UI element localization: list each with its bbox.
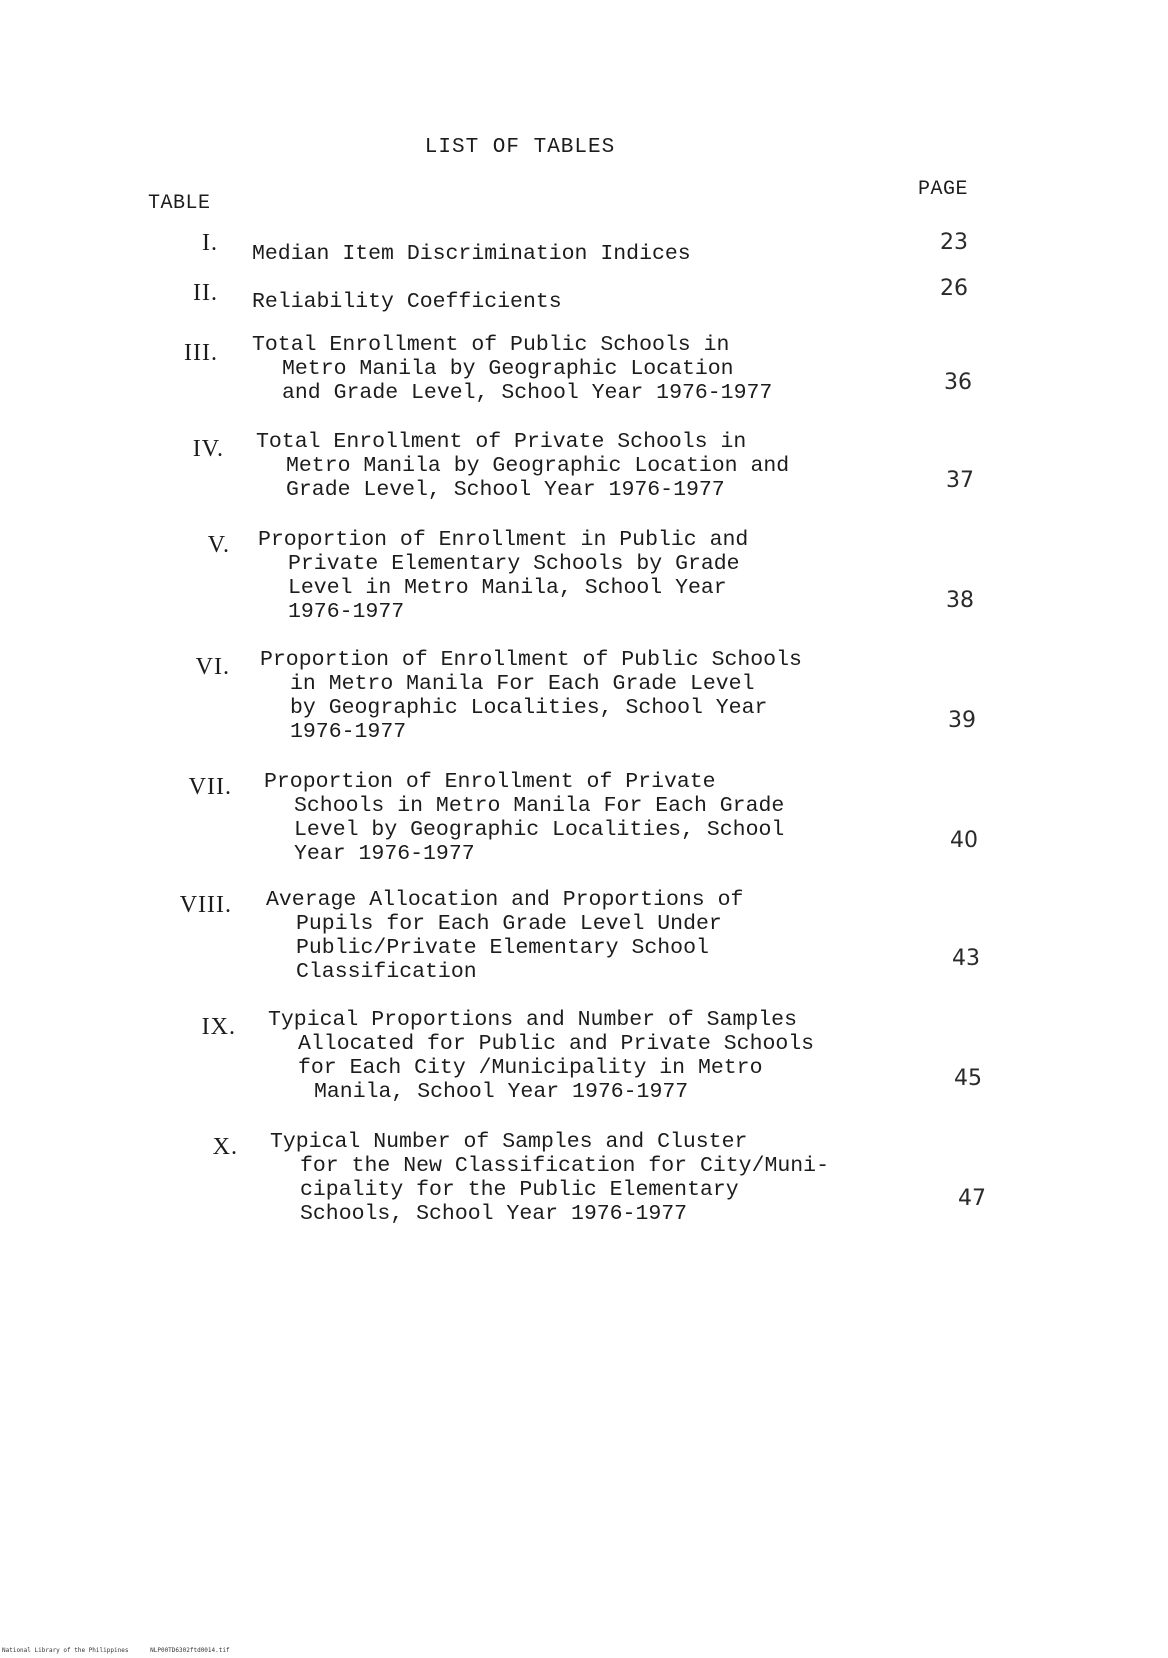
table-column-header: TABLE [148,192,211,215]
scan-footer [2,1647,230,1654]
entry-line: Classification [296,960,477,984]
entry-line: Metro Manila by Geographic Location and [286,454,790,478]
entry-numeral: II. [193,280,218,306]
entry-line: by Geographic Localities, School Year [290,696,768,720]
entry-line: Grade Level, School Year 1976-1977 [286,478,725,502]
entry-page-number: 45 [954,1066,982,1091]
entry-page-number: 47 [958,1186,986,1211]
entry-line: Proportion of Enrollment in Public and [258,528,749,552]
entry-numeral: VI. [195,654,230,680]
entry-line: Pupils for Each Grade Level Under [296,912,722,936]
page-title: LIST OF TABLES [424,136,616,159]
footer-file: NLP00TD6302ftd0014.tif [150,1647,230,1654]
entry-line: Level in Metro Manila, School Year [288,576,727,600]
entry-numeral: IX. [201,1014,236,1040]
entry-page-number: 43 [952,946,980,971]
entry-page-number: 40 [950,828,978,853]
entry-numeral: I. [202,230,218,256]
entry-page-number: 39 [948,708,976,733]
entry-line: in Metro Manila For Each Grade Level [290,672,755,696]
page-column-header: PAGE [918,178,969,201]
entry-line: Average Allocation and Proportions of [266,888,744,912]
entry-page-number: 26 [940,276,968,301]
entry-page-number: 23 [940,230,968,255]
entry-line: Proportion of Enrollment of Private [264,770,716,794]
entry-line: Metro Manila by Geographic Location [282,357,734,381]
entry-line: Median Item Discrimination Indices [252,242,691,266]
entry-numeral: V. [207,532,230,558]
footer-library: National Library of the Philippines [2,1647,129,1654]
entry-numeral: VIII. [179,892,232,918]
entry-line: Manila, School Year 1976-1977 [314,1080,689,1104]
entry-line: and Grade Level, School Year 1976-1977 [282,381,773,405]
entry-line: 1976-1977 [288,600,405,624]
entry-line: Private Elementary Schools by Grade [288,552,740,576]
entry-line: Year 1976-1977 [294,842,475,866]
entry-numeral: X. [212,1134,238,1160]
entry-line: Public/Private Elementary School [296,936,709,960]
entry-line: Level by Geographic Localities, School [294,818,785,842]
entry-numeral: III. [184,340,218,366]
entry-line: Typical Number of Samples and Cluster [270,1130,748,1154]
entry-line: Total Enrollment of Public Schools in [252,333,730,357]
entry-line: Schools, School Year 1976-1977 [300,1202,688,1226]
entry-page-number: 38 [946,588,974,613]
entry-line: Allocated for Public and Private Schools [298,1032,815,1056]
entry-line: for Each City /Municipality in Metro [298,1056,763,1080]
entry-line: cipality for the Public Elementary [300,1178,739,1202]
entry-line: Schools in Metro Manila For Each Grade [294,794,785,818]
entry-line: Typical Proportions and Number of Samples [268,1008,797,1032]
entry-page-number: 36 [944,370,972,395]
entry-line: Reliability Coefficients [252,290,562,314]
entry-numeral: VII. [188,774,232,800]
entry-line: Total Enrollment of Private Schools in [256,430,747,454]
entry-line: 1976-1977 [290,720,407,744]
entry-page-number: 37 [946,468,974,493]
entry-numeral: IV. [192,436,224,462]
entry-line: for the New Classification for City/Muni- [300,1154,829,1178]
entry-line: Proportion of Enrollment of Public Schools [260,648,802,672]
